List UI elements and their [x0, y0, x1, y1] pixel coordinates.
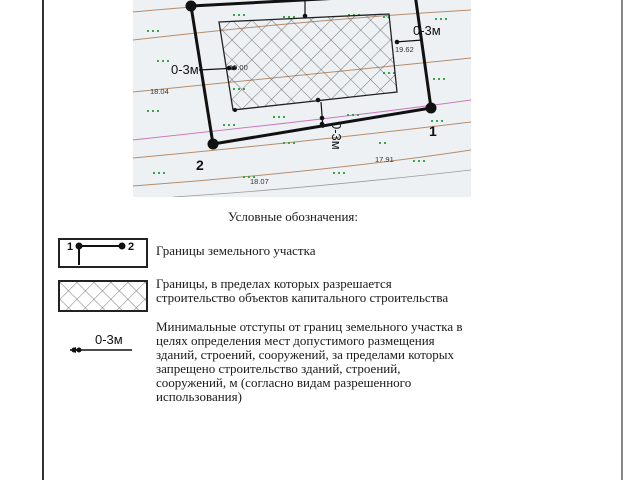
setback-marker-right [395, 40, 423, 45]
contour-line [133, 100, 471, 140]
elevation-label: 19.00 [229, 63, 248, 72]
legend-setback-svg [62, 330, 148, 358]
contour-line [173, 170, 471, 197]
corner-label-1: 1 [429, 123, 437, 139]
legend-text-plot-boundary: Границы земельного участка [156, 243, 316, 258]
setback-label-bottom: 0-3м [329, 122, 344, 150]
legend-hatch-svg [60, 282, 146, 310]
legend-boundary-end-label: 2 [128, 241, 135, 253]
legend-symbol-setback [62, 330, 148, 358]
legend-boundary-start-label: 1 [67, 241, 74, 253]
legend-setback-label: 0-3м [95, 332, 123, 347]
legend-boundary-svg [60, 240, 146, 266]
legend-symbol-plot-boundary [58, 238, 148, 268]
elevation-label: 19.62 [395, 45, 414, 54]
legend-title: Условные обозначения: [228, 209, 359, 224]
frame-left-border [42, 0, 44, 480]
boundary-vertex [426, 103, 437, 114]
legend-text-setback: Минимальные отступы от границ земельного участка в целях определения мест допустимого размещения зданий, строений, сооружений, за пределами которых запрещено строительство зданий, строений, сооружений, м (согласно видам разрешенного использования) [156, 319, 463, 404]
setback-label-right: 0-3м [413, 23, 441, 38]
legend-symbol-buildable-area [58, 280, 148, 312]
site-plan-svg [133, 0, 471, 197]
setback-marker-top [303, 0, 308, 18]
elevation-label: 18.04 [150, 87, 169, 96]
contour-line [133, 150, 471, 186]
corner-label-2: 2 [196, 157, 204, 173]
buildable-area-hatched [219, 14, 397, 110]
elevation-label: 18.07 [250, 177, 269, 186]
site-plan-map [133, 0, 471, 197]
legend-text-buildable-area: Границы, в пределах которых разрешается строительство объектов капитального строительства [156, 276, 449, 305]
contour-line [133, 122, 471, 158]
boundary-vertex [186, 1, 197, 12]
setback-label-left: 0-3м [171, 62, 199, 77]
boundary-point [316, 98, 321, 103]
elevation-label: 17.91 [375, 155, 394, 164]
boundary-vertex [208, 139, 219, 150]
contour-line [133, 0, 471, 12]
setback-marker-bottom [320, 102, 325, 128]
boundary-point [233, 108, 237, 112]
